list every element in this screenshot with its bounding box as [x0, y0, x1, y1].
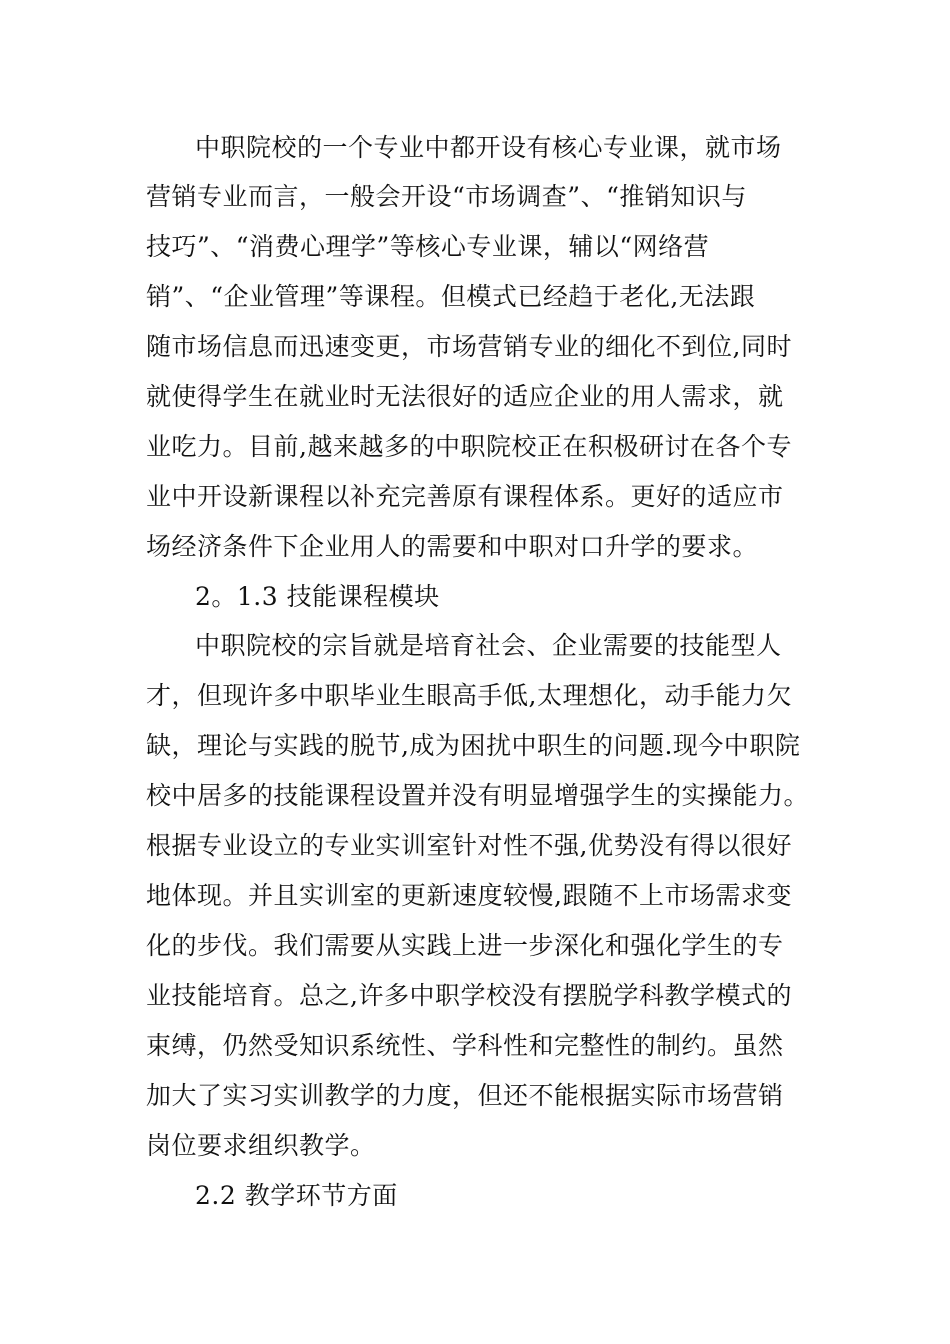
- paragraph-line: 化的步伐。我们需要从实践上进一步深化和强化学生的专: [146, 931, 784, 960]
- paragraph-line: 地体现。并且实训室的更新速度较慢,跟随不上市场需求变: [146, 881, 792, 910]
- paragraph-line: 营销专业而言，一般会开设“市场调查”、“推销知识与: [146, 182, 747, 211]
- paragraph-line: 中职院校的宗旨就是培育社会、企业需要的技能型人: [195, 631, 782, 660]
- paragraph-line: 随市场信息而迅速变更，市场营销专业的细化不到位,同时: [146, 332, 792, 361]
- paragraph-line: 销”、“企业管理”等课程。但模式已经趋于老化,无法跟: [146, 282, 756, 311]
- paragraph-line: 业技能培育。总之,许多中职学校没有摆脱学科教学模式的: [146, 981, 792, 1010]
- paragraph-line: 缺，理论与实践的脱节,成为困扰中职生的问题.现今中职院: [146, 731, 801, 760]
- paragraph-line: 业中开设新课程以补充完善原有课程体系。更好的适应市: [146, 482, 784, 511]
- paragraph-line: 技巧”、“消费心理学”等核心专业课，辅以“网络营: [146, 232, 710, 261]
- paragraph-line: 校中居多的技能课程设置并没有明显增强学生的实操能力。: [146, 781, 810, 810]
- paragraph-line: 束缚，仍然受知识系统性、学科性和完整性的制约。虽然: [146, 1031, 784, 1060]
- paragraph-line: 中职院校的一个专业中都开设有核心专业课，就市场: [195, 133, 782, 162]
- paragraph-line: 才，但现许多中职毕业生眼高手低,太理想化，动手能力欠: [146, 681, 792, 710]
- paragraph-line: 场经济条件下企业用人的需要和中职对口升学的要求。: [146, 532, 759, 561]
- section-heading: 2.2 教学环节方面: [195, 1181, 398, 1210]
- paragraph-line: 就使得学生在就业时无法很好的适应企业的用人需求，就: [146, 382, 784, 411]
- paragraph-line: 根据专业设立的专业实训室针对性不强,优势没有得以很好: [146, 831, 792, 860]
- section-heading: 2。1.3 技能课程模块: [195, 582, 440, 611]
- paragraph-line: 岗位要求组织教学。: [146, 1131, 376, 1160]
- paragraph-line: 加大了实习实训教学的力度，但还不能根据实际市场营销: [146, 1081, 784, 1110]
- paragraph-line: 业吃力。目前,越来越多的中职院校正在积极研讨在各个专: [146, 432, 792, 461]
